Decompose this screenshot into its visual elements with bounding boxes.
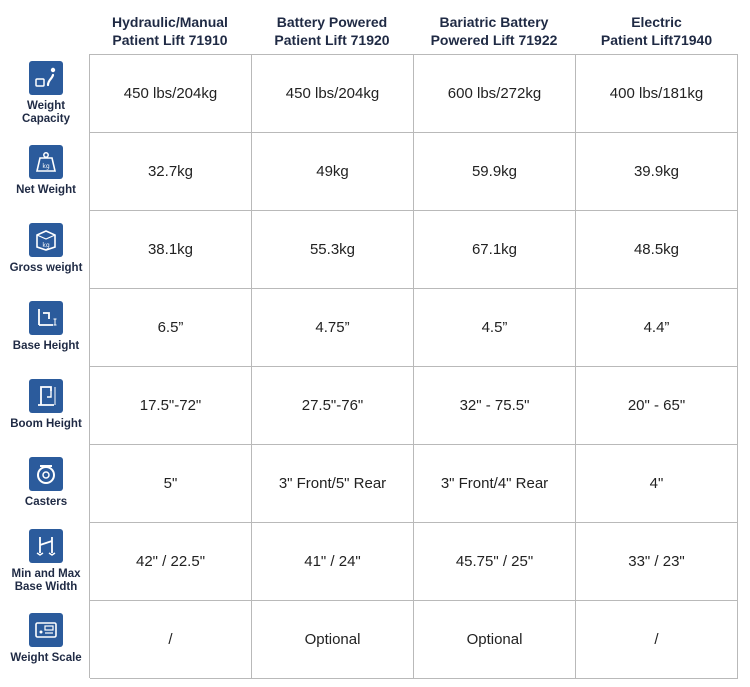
column-header-71922: Bariatric Battery Powered Lift 71922 <box>430 14 558 48</box>
table-cell: 27.5"-76" <box>252 367 414 445</box>
row-label-weight-scale <box>0 600 92 678</box>
table-cell: 3" Front/5" Rear <box>252 445 414 523</box>
table-cell: 32" - 75.5" <box>414 367 576 445</box>
row-label-gross-weight <box>0 210 92 288</box>
table-cell: 400 lbs/181kg <box>576 55 738 133</box>
table-cell: 600 lbs/272kg <box>414 55 576 133</box>
table-cell: 55.3kg <box>252 211 414 289</box>
table-cell: 6.5” <box>90 289 252 367</box>
weight-scale-icon <box>29 613 63 647</box>
table-cell: 450 lbs/204kg <box>90 55 252 133</box>
table-cell: 20" - 65" <box>576 367 738 445</box>
table-cell: 450 lbs/204kg <box>252 55 414 133</box>
table-cell: 45.75" / 25" <box>414 523 576 601</box>
row-label-text: Weight Capacity <box>22 99 70 125</box>
caster-wheel-icon <box>29 457 63 491</box>
row-label-base-width <box>0 522 92 600</box>
row-label-boom-height <box>0 366 92 444</box>
row-label-text: Net Weight <box>16 184 76 196</box>
table-cell: 5" <box>90 445 252 523</box>
row-label-weight-capacity <box>0 54 92 132</box>
table-cell: 41" / 24" <box>252 523 414 601</box>
table-cell: 38.1kg <box>90 211 252 289</box>
kg-weight-icon <box>29 145 63 179</box>
table-cell: 39.9kg <box>576 133 738 211</box>
table-cell: 42" / 22.5" <box>90 523 252 601</box>
base-height-icon <box>29 301 63 335</box>
row-label-text: Min and Max Base Width <box>11 567 81 593</box>
table-cell: 4.5” <box>414 289 576 367</box>
table-cell: 4.4” <box>576 289 738 367</box>
row-label-text: Boom Height <box>10 418 82 430</box>
row-label-text: Weight Scale <box>10 652 82 664</box>
row-label-text: Casters <box>24 496 68 508</box>
spec-grid <box>89 54 738 678</box>
row-label-base-height <box>0 288 92 366</box>
table-cell: 59.9kg <box>414 133 576 211</box>
row-label-text: Gross weight <box>9 262 83 274</box>
kg-box-icon <box>29 223 63 257</box>
svg-text:kg: kg <box>42 163 50 170</box>
row-label-text: Base Height <box>12 340 80 352</box>
table-cell: 4" <box>576 445 738 523</box>
table-cell: 32.7kg <box>90 133 252 211</box>
table-cell: 67.1kg <box>414 211 576 289</box>
base-width-icon <box>29 529 63 563</box>
table-cell: 33" / 23" <box>576 523 738 601</box>
table-cell: 4.75” <box>252 289 414 367</box>
table-cell: 17.5"-72" <box>90 367 252 445</box>
table-cell: 49kg <box>252 133 414 211</box>
table-cell: / <box>576 601 738 679</box>
table-cell: Optional <box>414 601 576 679</box>
svg-text:kg: kg <box>42 242 50 249</box>
column-header-71920: Battery Powered Patient Lift 71920 <box>274 14 390 48</box>
weight-capacity-icon <box>29 61 63 95</box>
table-cell: / <box>90 601 252 679</box>
column-header-71940: Electric Patient Lift71940 <box>600 14 713 48</box>
table-cell: Optional <box>252 601 414 679</box>
boom-height-icon <box>29 379 63 413</box>
row-label-casters <box>0 444 92 522</box>
row-label-net-weight <box>0 132 92 210</box>
table-cell: 3" Front/4" Rear <box>414 445 576 523</box>
table-cell: 48.5kg <box>576 211 738 289</box>
column-header-71910: Hydraulic/Manual Patient Lift 71910 <box>112 14 228 48</box>
